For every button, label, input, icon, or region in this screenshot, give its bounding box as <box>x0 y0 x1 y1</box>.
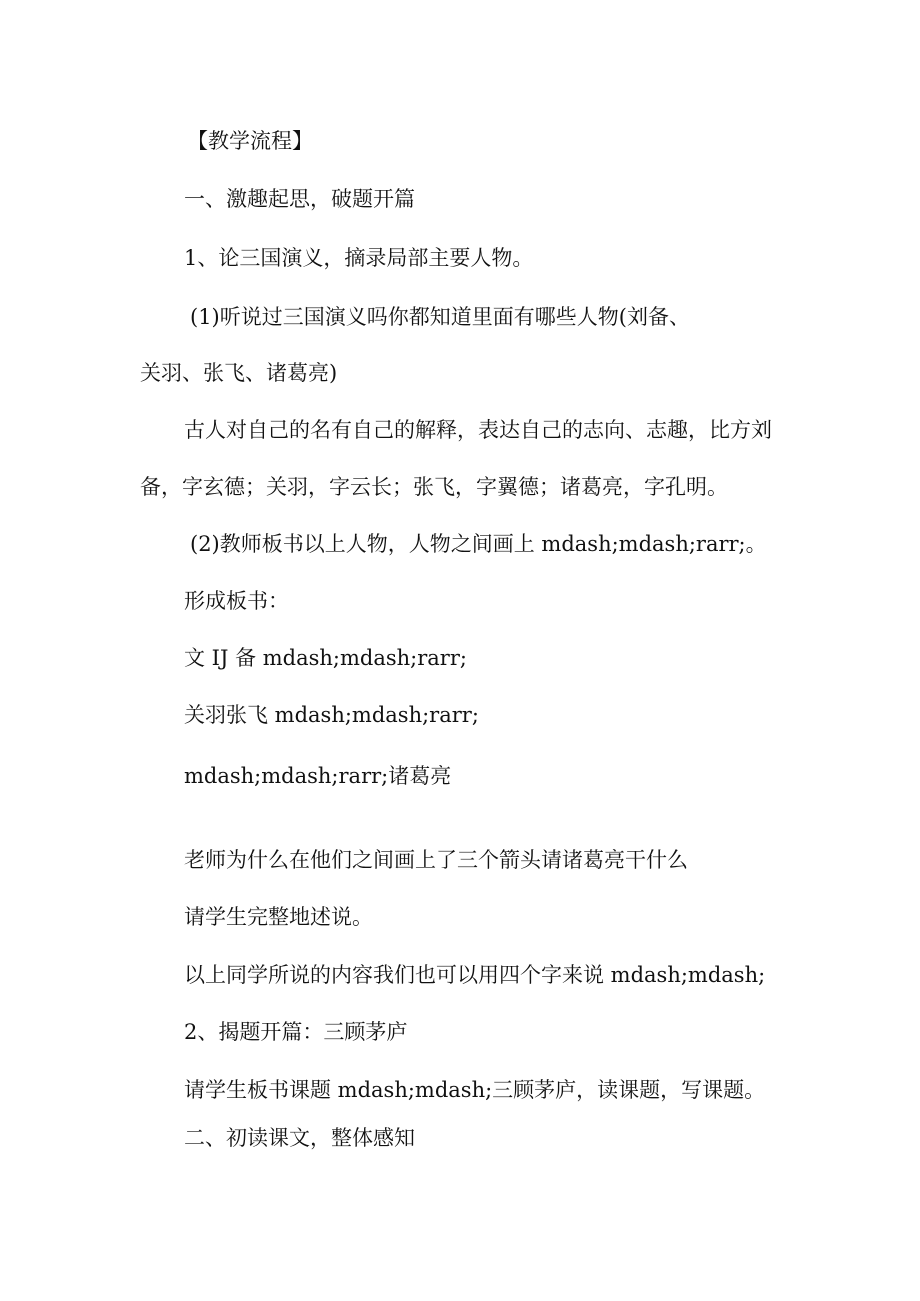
section-heading-teaching-process: 【教学流程】 <box>187 129 313 153</box>
paragraph-line: 关羽、张飞、诸葛亮) <box>140 361 338 385</box>
paragraph-line: 备，字玄德；关羽，字云长；张飞，字翼德；诸葛亮，字孔明。 <box>140 475 728 499</box>
paragraph-line: 1、论三国演义，摘录局部主要人物。 <box>184 246 534 270</box>
paragraph-line: 以上同学所说的内容我们也可以用四个字来说 mdash;mdash; <box>184 963 766 987</box>
blackboard-line: mdash;mdash;rarr;诸葛亮 <box>184 764 452 788</box>
paragraph-line: 2、揭题开篇：三顾茅庐 <box>184 1020 408 1044</box>
paragraph-line: 请学生完整地述说。 <box>184 905 373 929</box>
paragraph-line: 形成板书： <box>184 589 289 613</box>
blackboard-line: 关羽张飞 mdash;mdash;rarr; <box>184 703 479 727</box>
paragraph-line: 古人对自己的名有自己的解释，表达自己的志向、志趣，比方刘 <box>184 418 772 442</box>
paragraph-line: 请学生板书课题 mdash;mdash;三顾茅庐，读课题，写课题。 <box>184 1078 766 1102</box>
paragraph-line: (2)教师板书以上人物，人物之间画上 mdash;mdash;rarr;。 <box>190 532 767 556</box>
section-heading-2: 二、初读课文，整体感知 <box>184 1126 415 1150</box>
paragraph-line: 老师为什么在他们之间画上了三个箭头请诸葛亮干什么 <box>184 848 688 872</box>
section-heading-1: 一、激趣起思，破题开篇 <box>184 187 415 211</box>
paragraph-line: (1)听说过三国演义吗你都知道里面有哪些人物(刘备、 <box>190 305 690 329</box>
blackboard-line: 文 IJ 备 mdash;mdash;rarr; <box>184 646 467 670</box>
